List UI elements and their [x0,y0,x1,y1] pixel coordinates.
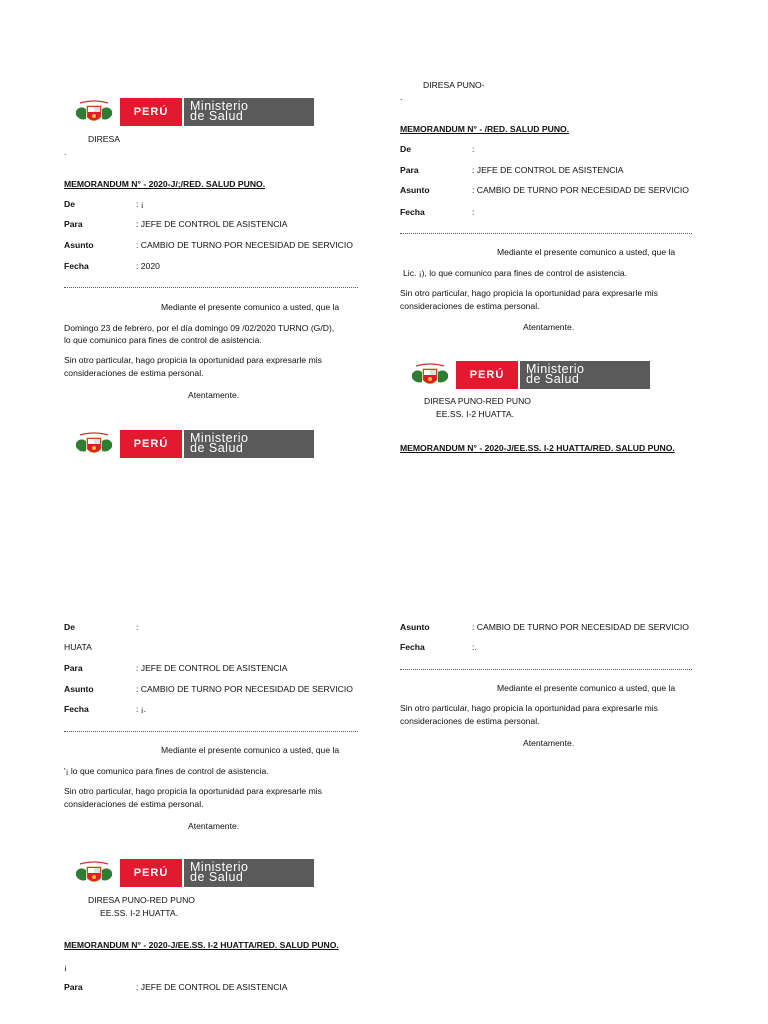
memo1-fecha-value: : 2020 [136,261,160,271]
memo1-body1: Domingo 23 de febrero, por el día domingo 09 /02/2020 TURNO (G/D), [64,323,335,333]
memo2-asunto-label: Asunto [400,185,430,195]
memo2-fecha-label: Fecha [400,207,425,217]
memo2-para-value: : JEFE DE CONTROL DE ASISTENCIA [472,165,624,175]
memo2-para-label: Para [400,165,419,175]
ministry-label: Ministerio de Salud [520,361,650,389]
memo4-para-label: Para [64,663,83,673]
memo4-body1: '¡ lo que comunico para fines de control de asistencia. [64,766,269,776]
peru-label: PERÚ [120,859,182,887]
peru-coat-of-arms-icon [74,431,114,457]
memo5-intro: Mediante el presente comunico a usted, que la [497,683,676,693]
memo6-title: MEMORANDUM N° - 2020-J/EE.SS. I-2 HUATTA/RED. SALUD PUNO. [64,940,339,950]
memo1-de-value: : ¡ [136,199,144,209]
memo4-fecha-label: Fecha [64,704,89,714]
memo2-closing2: consideraciones de estima personal. [400,301,540,311]
memo3-org2: EE.SS. I-2 HUATTA. [436,409,514,419]
memo5-separator [400,669,692,670]
memo1-fecha-label: Fecha [64,261,89,271]
memo4-separator [64,731,358,732]
memo1-para-label: Para [64,219,83,229]
memo1-asunto-label: Asunto [64,240,94,250]
memo4-fecha-value: : ¡. [136,704,147,714]
memo5-regards: Atentamente. [523,738,575,748]
memo1-regards: Atentamente. [188,390,240,400]
memo2-separator [400,233,692,234]
memo1-para-value: : JEFE DE CONTROL DE ASISTENCIA [136,219,288,229]
memo2-fecha-value: : [472,207,475,217]
minsa-logo [402,361,652,389]
memo4-de-value: : [136,622,139,632]
memo6-org1: DIRESA PUNO-RED PUNO [88,895,195,905]
peru-coat-of-arms-icon [410,362,450,388]
memo2-dot: . [400,92,403,102]
minsa-logo [66,430,316,458]
memo5-fecha-value: :. [472,642,477,652]
memo1-title: MEMORANDUM N° - 2020-J/;/RED. SALUD PUNO. [64,179,266,189]
memo1-separator [64,287,358,288]
memo2-asunto-value: : CAMBIO DE TURNO POR NECESIDAD DE SERVICIO [472,185,689,195]
memo2-intro: Mediante el presente comunico a usted, que la [497,247,676,257]
memo1-body2: lo que comunico para fines de control de asistencia. [64,335,262,345]
memo5-fecha-label: Fecha [400,642,425,652]
memo4-regards: Atentamente. [188,821,240,831]
memo6-para-label: Para [64,982,83,992]
memo1-asunto-value: : CAMBIO DE TURNO POR NECESIDAD DE SERVICIO [136,240,353,250]
peru-label: PERÚ [456,361,518,389]
memo2-org: DIRESA PUNO- [423,80,485,90]
memo1-closing: Sin otro particular, hago propicia la oportunidad para expresarle mis [64,355,322,365]
memo5-asunto-value: : CAMBIO DE TURNO POR NECESIDAD DE SERVICIO [472,622,689,632]
memo1-de-label: De [64,199,75,209]
memo6-mark: ¡ [64,962,67,972]
memo2-de-label: De [400,144,411,154]
memo1-intro: Mediante el presente comunico a usted, que la [161,302,340,312]
peru-label: PERÚ [120,98,182,126]
memo3-org1: DIRESA PUNO-RED PUNO [424,396,531,406]
ministry-label: Ministerio de Salud [184,98,314,126]
memo1-org: DIRESA [88,134,120,144]
memo4-huata: HUATA [64,642,92,652]
memo4-asunto-label: Asunto [64,684,94,694]
memo2-closing: Sin otro particular, hago propicia la oportunidad para expresarle mis [400,288,658,298]
memo1-closing2: consideraciones de estima personal. [64,368,204,378]
memo6-para-value: : JEFE DE CONTROL DE ASISTENCIA [136,982,288,992]
memo4-para-value: : JEFE DE CONTROL DE ASISTENCIA [136,663,288,673]
memo4-asunto-value: : CAMBIO DE TURNO POR NECESIDAD DE SERVICIO [136,684,353,694]
ministry-label: Ministerio de Salud [184,430,314,458]
memo5-closing: Sin otro particular, hago propicia la oportunidad para expresarle mis [400,703,658,713]
memo5-closing2: consideraciones de estima personal. [400,716,540,726]
memo4-intro: Mediante el presente comunico a usted, que la [161,745,340,755]
minsa-logo [66,98,316,126]
memo4-de-label: De [64,622,75,632]
peru-coat-of-arms-icon [74,99,114,125]
memo2-regards: Atentamente. [523,322,575,332]
peru-coat-of-arms-icon [74,860,114,886]
memo2-de-value: : [472,144,475,154]
memo2-title: MEMORANDUM N° - /RED. SALUD PUNO. [400,124,570,134]
peru-label: PERÚ [120,430,182,458]
memo4-closing2: consideraciones de estima personal. [64,799,204,809]
memo3-title: MEMORANDUM N° - 2020-J/EE.SS. I-2 HUATTA/RED. SALUD PUNO. [400,443,675,453]
memo6-org2: EE.SS. I-2 HUATTA. [100,908,178,918]
ministry-label: Ministerio de Salud [184,859,314,887]
memo5-asunto-label: Asunto [400,622,430,632]
memo4-closing: Sin otro particular, hago propicia la oportunidad para expresarle mis [64,786,322,796]
memo1-dot: . [64,147,67,157]
minsa-logo [66,859,316,887]
memo2-body1: Lic. ¡), lo que comunico para fines de control de asistencia. [403,268,628,278]
